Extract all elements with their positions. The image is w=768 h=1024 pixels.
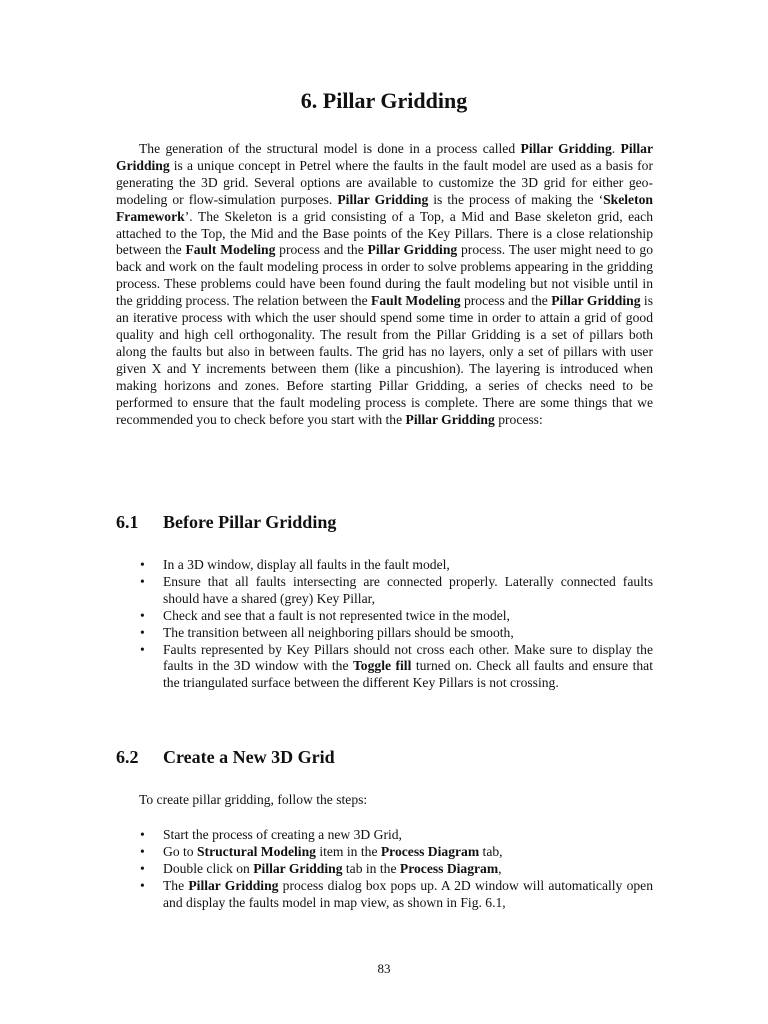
- text-run: process:: [494, 411, 543, 427]
- list-item: [116, 574, 653, 608]
- text-run: Go to: [163, 843, 197, 859]
- list-item: [116, 861, 653, 878]
- list-item: [116, 827, 653, 844]
- text-run: tab,: [479, 843, 503, 859]
- text-run: process and the: [460, 293, 552, 309]
- chapter-title: 6. Pillar Gridding: [300, 88, 468, 113]
- bold-term: Pillar Gridding: [551, 293, 641, 309]
- checklist: [116, 557, 653, 692]
- text-run: .: [611, 141, 621, 156]
- text-run: Faults represented by Key Pillars should not cross each other. Make sure to display the faults in the 3D window with the: [163, 641, 653, 674]
- bold-term: Fault Modeling: [185, 242, 276, 258]
- text-run: In a 3D window, display all faults in the fault model,: [163, 557, 450, 572]
- section-title: Create a New 3D Grid: [163, 747, 335, 767]
- bold-term: Pillar Gridding: [188, 877, 279, 893]
- text-run: Start the process of creating a new 3D Grid,: [163, 827, 402, 842]
- text-run: tab in the: [342, 860, 400, 876]
- section-number: 6.1: [116, 512, 139, 532]
- bold-term: Fault Modeling: [371, 293, 461, 309]
- list-item: [116, 878, 653, 912]
- section-title: Before Pillar Gridding: [163, 512, 337, 532]
- text-run: process and the: [275, 242, 368, 258]
- bold-term: Pillar Gridding: [253, 860, 343, 876]
- text-run: is a unique concept in Petrel where the faults in the fault model are used as a basis for generating the 3D grid. Several options are available to customize the 3D grid for either geo-modeling or flow-simulation purposes.: [116, 157, 653, 207]
- text-run: Check and see that a fault is not represented twice in the model,: [163, 607, 510, 623]
- section-heading-6-2: [116, 747, 335, 768]
- bold-term: Pillar Gridding: [367, 242, 458, 258]
- text-run: process. The user might need to go back and work on the fault modeling process in order to solve problems appearing in the gridding process. These problems could have been found during the fault modeling but not visible until in the gridding process. The relation between the: [116, 242, 653, 309]
- bold-term: Structural Modeling: [196, 843, 316, 859]
- list-item: [116, 642, 653, 693]
- bold-term: Pillar Gridding: [337, 191, 429, 207]
- text-run: Double click on: [163, 860, 254, 876]
- text-run: turned on. Check all faults and ensure that the triangulated surface between the different Key Pillars is not crossing.: [163, 658, 653, 691]
- list-item: [116, 844, 653, 861]
- bold-term: Pillar Gridding: [520, 141, 612, 156]
- text-run: process dialog box pops up. A 2D window will automatically open and display the faults model in map view, as shown in Fig. 6.1,: [163, 877, 653, 910]
- bold-term: Process Diagram: [380, 843, 480, 859]
- bold-term: Pillar Gridding: [116, 141, 653, 173]
- bold-term: Process Diagram: [399, 860, 499, 876]
- section-number: 6.2: [116, 747, 139, 767]
- list-item: [116, 557, 653, 574]
- text-run: The: [163, 877, 189, 893]
- bold-term: Toggle fill: [352, 658, 412, 674]
- list-item: [116, 625, 653, 642]
- bold-term: Skeleton Framework: [116, 191, 653, 224]
- bold-term: Pillar Gridding: [405, 411, 495, 427]
- text-run: item in the: [315, 843, 381, 859]
- section-heading-6-1: [116, 512, 336, 533]
- text-run: The transition between all neighboring pillars should be smooth,: [163, 624, 514, 640]
- page-number: 83: [377, 961, 391, 976]
- steps-lead: To create pillar gridding, follow the steps:: [139, 792, 368, 807]
- list-item: [116, 608, 653, 625]
- text-run: Ensure that all faults intersecting are connected properly. Laterally connected faults should have a shared (grey) Key Pillar,: [163, 573, 653, 606]
- steps-list: [116, 827, 653, 912]
- intro-paragraph: [116, 141, 653, 428]
- text-run: is an iterative process with which the user should spend some time in order to attain a grid of good quality and high cell orthogonality. The result from the Pillar Gridding is a set of pillars both along the faults but also in between faults. The grid has no layers, only a set of pillars with user given X and Y increments between them (like a pincushion). The layering is introduced when making horizons and zones. Before starting Pillar Gridding, a series of checks need to be performed to ensure that the fault modeling process is complete. There are some things that we recommended you to check before you start with the: [116, 293, 653, 427]
- text-run: ,: [498, 860, 502, 876]
- text-run: ’. The Skeleton is a grid consisting of a Top, a Mid and Base skeleton grid, each attached to the Top, the Mid and the Base points of the Key Pillars. There is a close relationship between the: [116, 208, 653, 258]
- text-run: The generation of the structural model is done in a process called: [139, 141, 521, 156]
- text-run: is the process of making the ‘: [428, 191, 604, 207]
